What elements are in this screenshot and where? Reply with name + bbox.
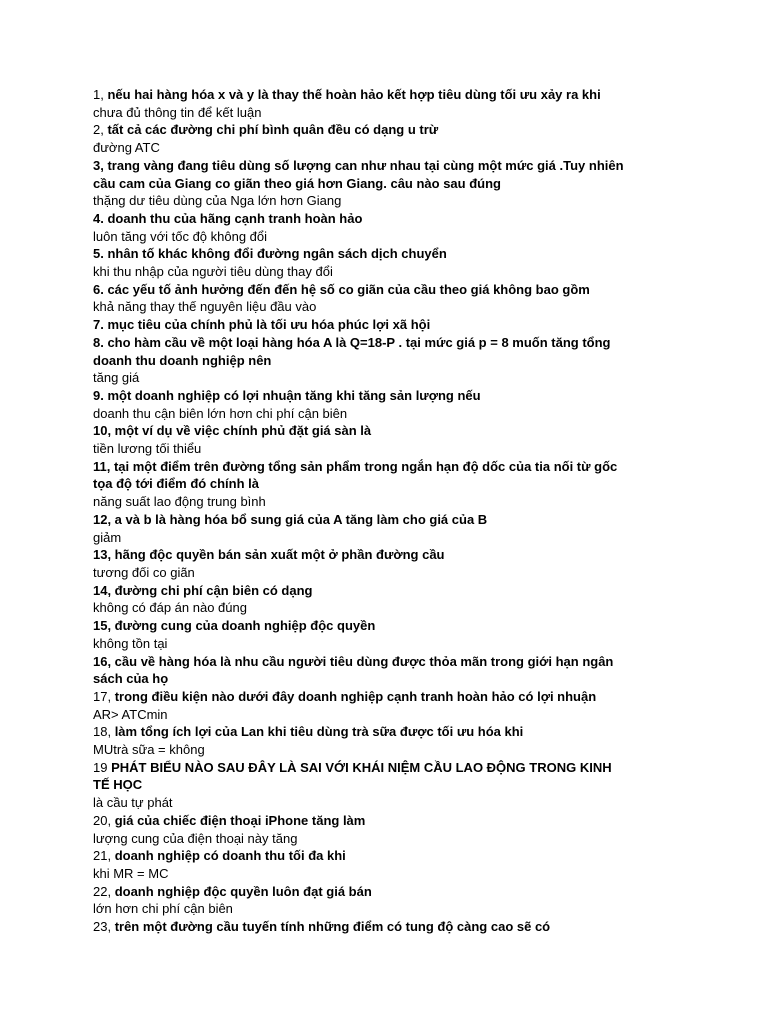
question-line	[93, 281, 693, 299]
question-number: 18,	[93, 724, 115, 740]
question-line	[93, 157, 693, 175]
question-text: 12, a và b là hàng hóa bổ sung giá của A tăng làm cho giá của B	[93, 511, 488, 527]
question-text: 14, đường chi phí cận biên có dạng	[93, 582, 313, 598]
question-text: 4. doanh thu của hãng cạnh tranh hoàn hảo	[93, 210, 363, 226]
question-text: doanh nghiệp độc quyền luôn đạt giá bán	[114, 883, 372, 899]
question-line	[93, 352, 693, 370]
answer-text: chưa đủ thông tin để kết luận	[93, 104, 262, 120]
question-line	[93, 546, 693, 564]
question-text: 6. các yếu tố ảnh hưởng đến đến hệ số co giãn của cầu theo giá không bao gồm	[93, 281, 590, 297]
qa-list	[93, 86, 693, 936]
answer-text: khi MR = MC	[93, 865, 169, 881]
question-text: 16, cầu về hàng hóa là nhu cầu người tiêu dùng được thỏa mãn trong giới hạn ngân	[93, 653, 614, 669]
answer-text: đường ATC	[93, 140, 160, 156]
question-line	[93, 723, 693, 741]
question-number: 19	[93, 759, 112, 775]
question-text: 7. mục tiêu của chính phủ là tối ưu hóa phúc lợi xã hội	[93, 317, 431, 333]
question-text: giá của chiếc điện thoại iPhone tăng làm	[114, 812, 366, 828]
question-number: 23,	[93, 919, 115, 935]
answer-text: là cầu tự phát	[93, 795, 173, 811]
question-text: 13, hãng độc quyền bán sản xuất một ở phần đường cầu	[93, 547, 445, 563]
question-number: 1,	[93, 87, 108, 102]
question-line	[93, 475, 693, 493]
answer-text: khi thu nhập của người tiêu dùng thay đổi	[93, 264, 333, 280]
question-text: trên một đường cầu tuyến tính những điểm có tung độ càng cao sẽ có	[114, 919, 551, 935]
question-line	[93, 458, 693, 476]
answer-text: lượng cung của điện thoại này tăng	[93, 830, 298, 846]
question-text: trong điều kiện nào dưới đây doanh nghiệp cạnh tranh hoàn hảo có lợi nhuận	[114, 688, 597, 704]
answer-text: không có đáp án nào đúng	[93, 600, 247, 616]
question-line	[93, 670, 693, 688]
answer-text: MUtrà sữa = không	[93, 742, 205, 758]
question-line	[93, 121, 693, 139]
question-line	[93, 759, 693, 777]
question-text: nếu hai hàng hóa x và y là thay thế hoàn hảo kết hợp tiêu dùng tối ưu xảy ra khi	[107, 87, 601, 102]
question-text: doanh nghiệp có doanh thu tối đa khi	[114, 848, 346, 864]
question-line	[93, 847, 693, 865]
question-text: 11, tại một điểm trên đường tổng sản phẩm trong ngắn hạn độ dốc của tia nối từ gốc	[93, 458, 618, 474]
question-line	[93, 334, 693, 352]
answer-text: AR> ATCmin	[93, 706, 168, 722]
answer-text: giảm	[93, 529, 122, 545]
answer-text: doanh thu cận biên lớn hơn chi phí cận biên	[93, 405, 348, 421]
question-text: 5. nhân tố khác không đổi đường ngân sách dịch chuyển	[93, 246, 447, 262]
question-text: PHÁT BIỂU NÀO SAU ĐÂY LÀ SAI VỚI KHÁI NIỆM CẦU LAO ĐỘNG TRONG KINH	[111, 759, 612, 775]
question-number: 20,	[93, 812, 115, 828]
question-line	[93, 511, 693, 529]
question-text: TẾ HỌC	[93, 777, 143, 793]
question-text: 15, đường cung của doanh nghiệp độc quyền	[93, 618, 376, 634]
answer-text: thặng dư tiêu dùng của Nga lớn hơn Giang	[93, 193, 342, 209]
question-line	[93, 776, 693, 794]
question-line	[93, 883, 693, 901]
question-line	[93, 210, 693, 228]
question-number: 22,	[93, 883, 115, 899]
question-text: 3, trang vàng đang tiêu dùng số lượng can như nhau tại cùng một mức giá .Tuy nhiên	[93, 157, 624, 173]
question-line	[93, 245, 693, 263]
answer-text: tiền lương tối thiểu	[93, 441, 202, 457]
question-text: làm tổng ích lợi của Lan khi tiêu dùng trà sữa được tối ưu hóa khi	[114, 724, 524, 740]
question-text: doanh thu doanh nghiệp nên	[93, 352, 272, 368]
answer-text: lớn hơn chi phí cận biên	[93, 901, 233, 917]
answer-text: tăng giá	[93, 370, 140, 386]
question-number: 17,	[93, 688, 115, 704]
answer-text: tương đối co giãn	[93, 564, 195, 580]
answer-text: khả năng thay thế nguyên liệu đầu vào	[93, 299, 317, 315]
question-line	[93, 175, 693, 193]
question-line	[93, 812, 693, 830]
question-line	[93, 582, 693, 600]
question-text: sách của họ	[93, 671, 169, 687]
answer-text: không tồn tại	[93, 635, 168, 651]
question-number: 21,	[93, 848, 115, 864]
question-text: 9. một doanh nghiệp có lợi nhuận tăng khi tăng sản lượng nếu	[93, 387, 481, 403]
question-line	[93, 316, 693, 334]
question-line	[93, 918, 693, 936]
question-text: tọa độ tới điểm đó chính là	[93, 476, 259, 492]
question-line	[93, 653, 693, 671]
question-line	[93, 688, 693, 706]
question-line	[93, 86, 693, 104]
question-line	[93, 387, 693, 405]
question-number: 2,	[93, 122, 108, 138]
question-line	[93, 617, 693, 635]
question-text: cầu cam của Giang co giãn theo giá hơn Giang. câu nào sau đúng	[93, 175, 501, 191]
question-text: 10, một ví dụ về việc chính phủ đặt giá sàn là	[93, 423, 372, 439]
answer-text: năng suất lao động trung bình	[93, 494, 266, 510]
question-text: tất cả các đường chi phí bình quân đều có dạng u trừ	[107, 122, 439, 138]
question-text: 8. cho hàm cầu về một loại hàng hóa A là Q=18-P . tại mức giá p = 8 muốn tăng tổng	[93, 334, 611, 350]
question-line	[93, 422, 693, 440]
answer-text: luôn tăng với tốc độ không đổi	[93, 228, 268, 244]
